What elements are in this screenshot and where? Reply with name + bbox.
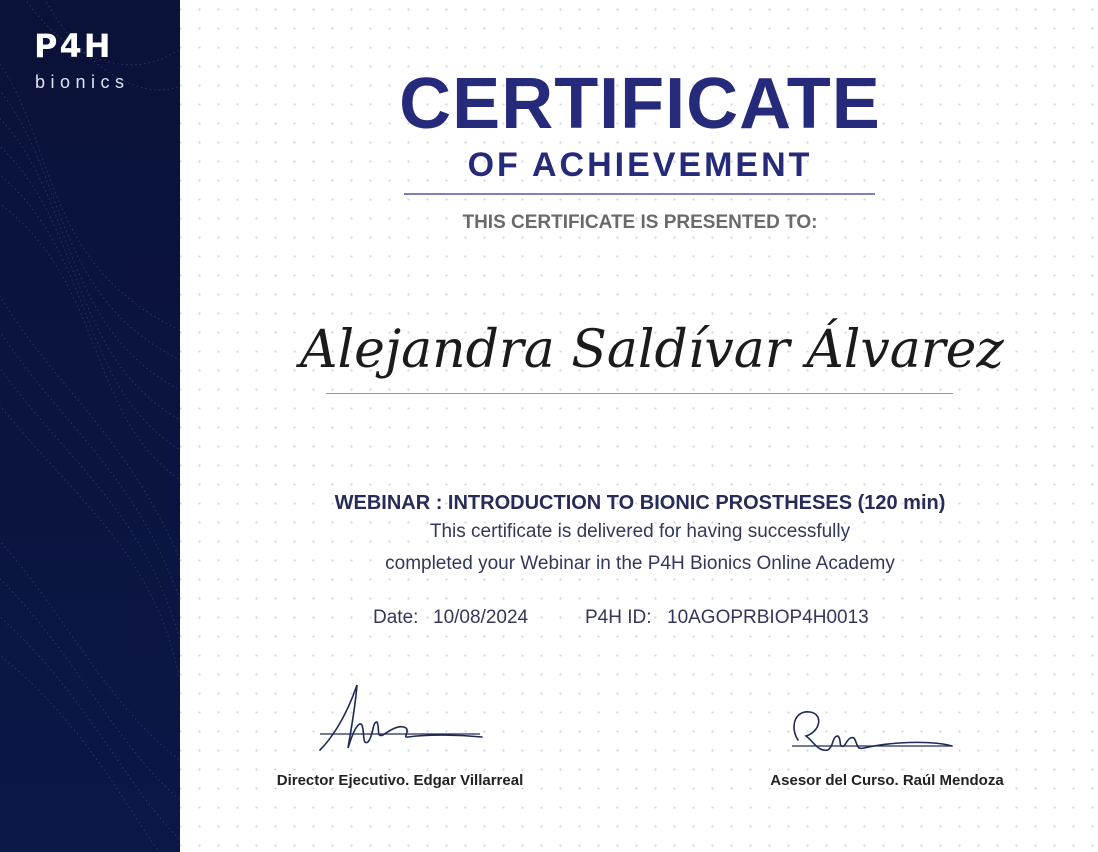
description-line-1: This certificate is delivered for having successfully xyxy=(429,521,851,542)
date-label: Date: xyxy=(373,607,419,628)
certificate-subtitle: OF ACHIEVEMENT xyxy=(467,146,813,184)
recipient-name: Alejandra Saldívar Álvarez xyxy=(300,320,1004,380)
signature-left xyxy=(310,680,490,760)
description-line-2: completed your Webinar in the P4H Bionics Online Academy xyxy=(385,553,895,574)
wave-pattern-decoration xyxy=(0,0,180,852)
id-value: 10AGOPRBIOP4H0013 xyxy=(667,607,869,628)
p4h-bionics-logo xyxy=(34,27,144,94)
name-underline xyxy=(326,393,953,394)
presented-to-label: THIS CERTIFICATE IS PRESENTED TO: xyxy=(462,212,818,233)
date-value: 10/08/2024 xyxy=(433,607,529,628)
title-divider xyxy=(404,193,875,195)
logo-wordmark: bionics xyxy=(35,72,130,92)
signature-left-caption: Director Ejecutivo. Edgar Villarreal xyxy=(276,772,524,789)
certificate-title: CERTIFICATE xyxy=(399,64,881,144)
sidebar-panel xyxy=(0,0,180,852)
signature-right-caption: Asesor del Curso. Raúl Mendoza xyxy=(770,772,1004,789)
webinar-title: WEBINAR : INTRODUCTION TO BIONIC PROSTHESES (120 min) xyxy=(334,492,946,514)
signature-right xyxy=(780,700,970,770)
id-label: P4H ID: xyxy=(585,607,652,628)
logo-mark: P4H xyxy=(34,27,113,65)
